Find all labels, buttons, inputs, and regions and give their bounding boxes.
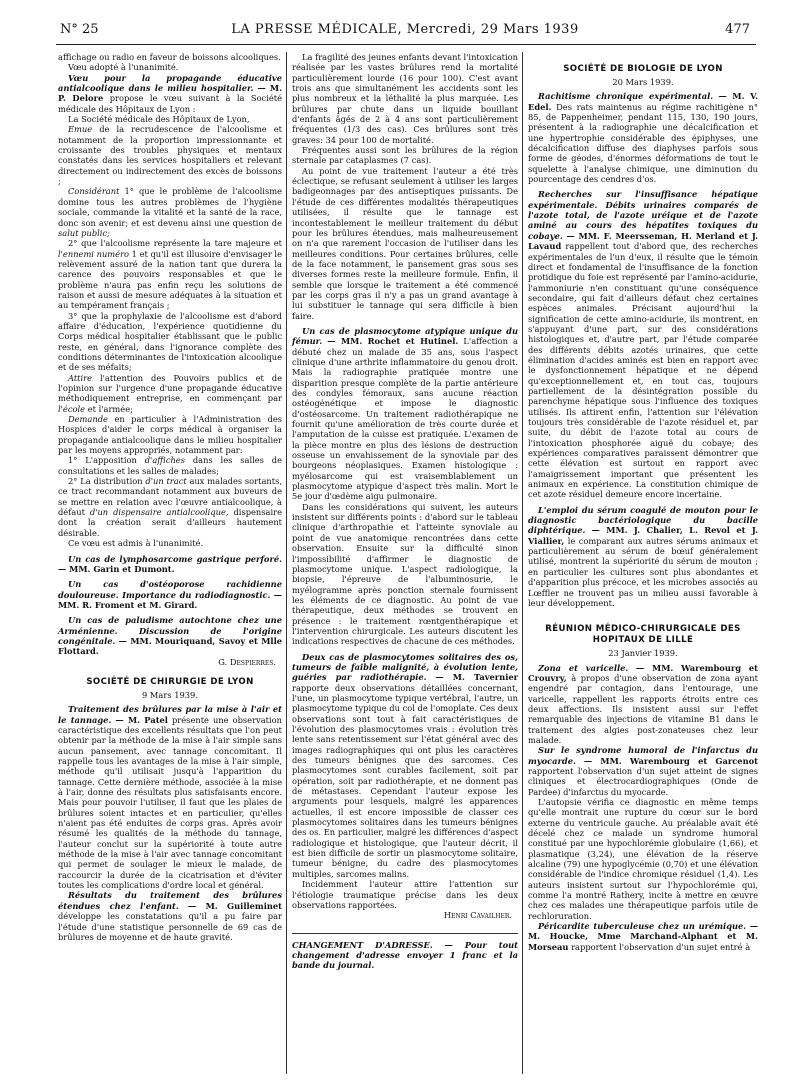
paragraph	[58, 455, 282, 476]
paragraph: Incidemment l'auteur attire l'attention sur l'étiologie traumatique précise dans les deux observations rapportées.	[292, 879, 518, 910]
text: et l'armée;	[87, 403, 133, 414]
text: 1° que le problème de l'alcoolisme domine tous les autres problèmes de l'hygiène sociale, commande la vitalité et la santé de la race, donc son avenir; et est devenu ainsi une question de	[58, 186, 282, 228]
article-text: le comparant aux autres sérums animaux et particulièrement au sérum de bœuf généralement utilisé, montrent la supériorité du sérum de mouton ; en particulier les cultures sont plus abondantes et d'apparition plus précoce, et les microbes associés au Lœffler ne trouvent pas un milieu aussi favorable à leur développement.	[528, 535, 758, 608]
article-title: Un cas de plasmocytome atypique unique du fémur.	[292, 325, 518, 347]
paragraph	[58, 124, 282, 186]
lead-word: Considérant	[68, 186, 120, 197]
communication	[58, 890, 282, 942]
article-title: Résultats du traitement des brûlures étendues chez l'enfant.	[58, 890, 282, 911]
text: dans les salles de consultations et les salles de malades;	[58, 455, 282, 476]
paragraph: La Société médicale des Hôpitaux de Lyon,	[68, 114, 250, 125]
paragraph	[58, 238, 282, 310]
article-author: — MM. Warembourg et Garcenot	[583, 755, 758, 766]
article-text: rapportent l'observation d'un sujet entré à	[571, 941, 751, 952]
paragraph	[58, 476, 282, 538]
article-author: — MM. Warembourg et Crouvry,	[528, 662, 758, 683]
page-number: 477	[725, 22, 750, 37]
communication	[58, 615, 282, 656]
section-title: SOCIÉTÉ DE BIOLOGIE DE LYON	[563, 64, 723, 74]
notice	[292, 940, 518, 971]
article-title: Un cas de paludisme autochtone chez une Arménienne. Discussion de l'origine congénitale.	[58, 615, 282, 646]
notice-box	[292, 933, 518, 971]
column-divider	[522, 52, 523, 1074]
paragraph: Au point de vue traitement l'auteur a été très éclectique, se refusant seulement à utiliser les larges badigeonnages par des antiseptiques puissants. De l'étude de ces différentes modalités thérapeutiques utilisées, il résulte que le tannage est incontestablement le meilleur traitement du début pour les brûlures étendues, mais malheureusement on n'a que rarement l'occasion de l'utiliser dans les meilleures conditions. Pour certaines brûlures, celle de la face notamment, le pansement gras sous ses diverses formes reste la meilleure formule. Enfin, il semble que lorsque le traitement a été commencé par les corps gras il n'y a pas un grand avantage à lui substituer le tannage qui sera difficile à bien faire.	[292, 165, 518, 321]
communication	[292, 326, 518, 502]
vote-paragraph	[58, 73, 282, 114]
text: 1° L'apposition	[68, 455, 137, 466]
paragraph: affichage ou radio en faveur de boissons alcooliques.	[58, 52, 281, 62]
article-text: rapportent l'observation d'un sujet atteint de signes cliniques et électrocardiographiques (Onde de Pardee) d'infarctus du myocarde.	[528, 765, 758, 797]
article-author: — MM. Garin et Dumont.	[58, 563, 175, 574]
lead-word: Attire	[68, 372, 93, 383]
text: en particulier à l'Administration des Hospices d'aider le corps médical à organiser la propagande antialcoolique dans le milieu hospitalier par les moyens appropriés, notamment par:	[58, 414, 283, 456]
text: l'école	[58, 403, 86, 414]
article-text: L'affection a débuté chez un malade de 35 ans, sous l'aspect clinique d'une arthrite inflammatoire du genou droit. Mais la radiographie pratiquée montre une disparition presque complète de la partie antérieure des condyles fémoraux, sans aucune réaction ostéogénétique et impose le diagnostic d'ostéosarcome. Un traitement radiothérapique ne fournit qu'une amélioration de très courte durée et l'amputation de la cuisse est pratiquée. L'examen de la pièce montre en plus des lésions de destruction osseuse un envahissement de la synoviale par des bourgeons néoplasiques. Examen histologique : myélosarcome qui est vraisemblablement un plasmocytome atypique d'aspect très malin. Mort le 5e jour d'œdème aigu pulmonaire.	[292, 336, 518, 502]
text: d'un tract	[145, 476, 187, 487]
text: dispensaire dont la création serait d'ailleurs hautement désirable.	[58, 507, 283, 538]
article-text: présente une observation caractéristique des excellents résultats que l'on peut obtenir par la méthode de la mise à l'air simple sans aucun pansement, avec tannage concomitant. Il rappelle tous les avantages de la mise à l'air simple, méthode qu'il utilisait jusqu'à l'apparition du tannage. Cette dernière méthode, associée à la mise à l'air, donne des résultats plus satisfaisants encore. Mais pour pouvoir l'utiliser, il faut que les plaies de brûlures soient intactes et en particulier, qu'elles n'aient pas été enduites de corps gras. Après avoir résumé les qualités de la méthode du tannage, l'auteur conclut sur la supériorité à toute autre méthode de la mise à l'air avec tannage concomitant qui permet de soulager le mieux le malade, de raccourcir la durée de la cicatrisation et d'éviter toutes les complications d'ordre local et général.	[58, 714, 283, 891]
article-author: — M. P. Delore	[58, 83, 283, 104]
communication	[292, 652, 518, 880]
article-author: — MM. R. Froment et M. Girard.	[58, 589, 282, 610]
notice-text: — Pour tout changement d'adresse envoyer 1 franc et la bande du journal.	[292, 939, 519, 971]
communication	[528, 91, 758, 184]
article-text: à propos d'une observation de zona ayant engendré par contagion, dans l'entourage, une varicelle, rappellent les rapports étroits entre ces deux affections. Ils insistent aussi sur l'effet remarquable des injections de vitamine B1 dans le traitement des algies post-zonateuses chez leur malade.	[528, 672, 758, 745]
article-author: — MM. F. Meersseman, H. Merland et J. Lavaud	[528, 230, 758, 252]
paragraph: Ce vœu est admis à l'unanimité.	[68, 538, 204, 549]
article-text: Des rats maintenus au régime rachitigène n° 85, de Pappenheimer, pendant 115, 130, 190 jours, présentent à la radiographie une décalcification et une hypertrophie considérable des épiphyses, une décalcification diffuse des diaphyses parfois sous forme de géodes, d'énormes déformations de tout le squelette à l'analyse chimique, une diminution du pourcentage des cendres d'os.	[528, 101, 758, 185]
article-title: Zona et varicelle.	[538, 662, 629, 673]
text: l'ennemi numéro	[58, 248, 130, 259]
article-author: — M. Tavernier	[435, 672, 519, 683]
text: salut public;	[58, 227, 110, 238]
article-title: Vœu pour la propagande éducative antialcoolique dans le milieu hospitalier.	[58, 72, 282, 94]
paragraph: La fragilité des jeunes enfants devant l'intoxication réalisée par les vastes brûlures rend la mortalité particulièrement lourde (16 pour 100). C'est avant trois ans que simultanément les accidents sont les plus nombreux et la léthalité la plus marquée. Les brûlures par chute dans un liquide bouillant d'enfants âgés de 2 à 4 ans sont particulièrement fréquentes (1/3 des cas). Ces brûlures sont très graves: 34 pour 100 de mortalité.	[292, 52, 518, 145]
issue-number: N° 25	[60, 22, 99, 37]
text: de la recrudescence de l'alcoolisme et notamment de la proportion impressionnante et croissante des troubles physiques et mentaux constatés dans les services hospitaliers et relevant directement ou indirectement des excès de boissons ;	[58, 124, 282, 187]
article-author: — MM. J. Chalier, L. Revol et J. Viallier,	[528, 525, 758, 546]
running-title: LA PRESSE MÉDICALE, Mercredi, 29 Mars 1939	[231, 22, 579, 37]
paragraph: Vœu adopté à l'unanimité.	[68, 62, 179, 73]
paragraph: Dans les considérations qui suivent, les auteurs insistent sur différents points : d'abord sur le tableau clinique d'arthropathie et l'atteinte synoviale au point de vue anatomique rencontrées dans cette observation. Ensuite sur la difficulté sinon l'impossibilité d'affirmer le diagnostic de plasmocytome unique. L'aspect radiologique, la biopsie, l'épreuve de l'albuminosurie, le myélogramme après ponction sternale fournissent les éléments de ce diagnostic. Au point de vue thérapeutique, deux méthodes se trouvent en présence : le traitement rœntgenthérapique et l'intervention chirurgicale. Les auteurs discutent les indications respectives de chacune de ces méthodes.	[292, 501, 518, 647]
notice-title: CHANGEMENT D'ADRESSE.	[292, 939, 433, 950]
article-title: Rachitisme chronique expérimental.	[538, 91, 714, 102]
article-title: Sur le syndrome humoral de l'infarctus du myocarde.	[528, 745, 758, 766]
section-date: 9 Mars 1939.	[142, 689, 198, 700]
article-title: Traitement des brûlures par la mise à l'air et le tannage.	[58, 704, 282, 725]
text: aux malades sortants, ce tract recommandant notamment aux buveurs de se mettre en relation avec l'œuvre antialcoolique, à défaut	[58, 476, 282, 518]
section-title: SOCIÉTÉ DE CHIRURGIE DE LYON	[86, 676, 254, 687]
text: 2° La distribution	[68, 476, 143, 487]
paragraph	[58, 414, 282, 455]
article-title: Un cas de lymphosarcome gastrique perforé.	[68, 553, 282, 564]
paragraph	[58, 186, 282, 238]
article-author: — M. Patel	[115, 714, 168, 725]
section-title: RÉUNION MÉDICO-CHIRURGICALE DES HOPITAUX DE LILLE	[545, 624, 741, 646]
communication	[58, 579, 282, 610]
column-2	[292, 52, 518, 971]
communication	[528, 663, 758, 746]
article-author: — M. V. Edel.	[528, 91, 758, 112]
section-date: 20 Mars 1939.	[612, 77, 674, 87]
article-author: — M. Houcke, Mme Marchand-Alphant et M. Morseau	[528, 921, 758, 952]
paragraph: L'autopsie vérifia ce diagnostic en même temps qu'elle montrait une rupture du cœur sur le bord externe du ventricule gauche. Au préalable avait été décelé chez ce malade un syndrome humoral constitué par une hypochlorémie globulaire (1,66), et plasmatique (3,24), une élévation de la réserve alcaline (79) une hypoglycémie (0,70) et une élévation considérable de l'indice chromique résiduel (1,4). Les auteurs insistent surtout sur l'hypochlorémie qui, comme l'a montré Rathery, incite à mettre en œuvre chez ces malades une thérapeutique parfois utile de rechloruration.	[528, 797, 758, 921]
communication	[528, 505, 758, 608]
article-author: — MM. Mouriquand, Savoy et Mlle Flottard.	[58, 635, 283, 657]
column-divider	[286, 52, 287, 1074]
communication	[528, 921, 758, 952]
signature: G. Despierres.	[218, 656, 276, 667]
article-author: — M. Guilleminet	[187, 900, 282, 911]
paragraph: Fréquentes aussi sont les brûlures de la région sternale par cataplasmes (7 cas).	[292, 145, 518, 166]
article-title: Recherches sur l'insuffisance hépatique expérimentale. Débits urinaires comparés de l'azote total, de l'azote uréique et de l'azote aminé au cours des hépatites toxiques du cobaye.	[528, 189, 758, 241]
article-text: développe les constatations qu'il a pu faire par l'étude d'une statistique personnelle de 69 cas de brûlures de moyenne et de haute gravité.	[58, 911, 282, 942]
text: 1 et qu'il est illusoire d'envisager le relèvement assuré de la nation tant que durera la carence des pouvoirs responsables et que le problème n'aura pas enfin reçu les solutions de raison et aussi de mesure adéquates à la situation et au tempérament français ;	[58, 248, 282, 311]
article-text: rapporte deux observations détaillées concernant, l'une, un plasmocytome typique vertébral, l'autre, un plasmocytome typique du col de l'omoplate. Ces deux observations sont tout à fait caractéristiques de l'évolution des plasmocytomes vrais : évolution très lente sans retentissement sur l'état général avec des images radiographiques qui ont plus les caractères des tumeurs bénignes que des sarcomes. Ces plasmocytomes sont curables facilement, soit par opération, soit par radiothérapie, et ne donnent pas de métastases. Cependant l'auteur expose les arguments pour lesquels, malgré les apparences actuelles, il est encore impossible de classer ces plasmocytomes solitaires dans les tumeurs bénignes des os. En particulier, malgré les différences d'aspect radiologique et histologique, que l'auteur décrit, il est bien difficile de sortir un plasmocytome solitaire, tumeur bénigne, du cadre des plasmocytomes multiples, sarcomes malins.	[292, 682, 519, 879]
article-text: rappellent tout d'abord que, des recherches expérimentales de l'un d'eux, il résulte que le témoin direct et fondamental de l'insuffisance de la fonction protidique du foie est représenté par l'amino-acidurie, l'ammoniurie n'en constituant qu'une conséquence secondaire, qui fait d'ailleurs défaut chez certaines espèces animales. Précisant aujourd'hui la signification de cette amino-acidurie, ils montrent, en s'appuyant d'une part, sur des considérations histologiques et, d'autre part, par l'étude comparée des différents débits azotés urinaires, que cette élimination d'acides aminés est bien en rapport avec le dysfonctionnement hépatique et ne dépend qu'exceptionnellement et, en tout cas, toujours partiellement de la désintégration possible du parenchyme hépatique sous l'influence des toxiques utilisés. Ils attirent enfin, l'attention sur l'élévation toujours très considérable de l'azote résiduel et, par suite, du débit de l'azote total au cours de l'intoxication phosphorée aiguë du cobaye; des expériences comparatives paraissent démontrer que cette élévation est surtout en rapport avec l'amaigrissement important que présentent les animaux en expérience. La constitution chimique de cet azote résiduel demeure encore incertaine.	[528, 241, 758, 500]
article-title: Deux cas de plasmocytomes solitaires des os, tumeurs de faible malignité, à évolution lente, guéries par radiothérapie.	[292, 651, 518, 683]
article-text: propose le vœu suivant à la Société médicale des Hôpitaux de Lyon :	[58, 93, 283, 114]
signature: Henri Cavailher.	[443, 910, 512, 921]
page-header	[60, 22, 750, 44]
article-title: L'emploi du sérum coagulé de mouton pour le diagnostic bactériologique du bacille diphtérique.	[528, 504, 758, 536]
section-date: 23 Janvier 1939.	[608, 648, 678, 659]
text: d'affiches	[144, 455, 185, 466]
text: d'un dispensaire antialcoolique,	[89, 507, 229, 518]
article-title: Péricardite tuberculeuse chez un urémique.	[538, 921, 747, 932]
article-title: Un cas d'ostéoporose rachidienne douloureuse. Importance du radiodiagnostic.	[58, 579, 282, 600]
paragraph: 3° que la prophylaxie de l'alcoolisme est d'abord affaire d'éducation, l'expérience quotidienne du Corps médical hospitalier établissant que le public reste, en général, dans l'ignorance complète des conditions déterminantes de l'intoxication alcoolique et de ses méfaits;	[58, 310, 282, 373]
paragraph	[58, 373, 282, 414]
communication	[58, 554, 282, 575]
communication	[528, 189, 758, 499]
column-1	[58, 52, 282, 942]
header-rule	[56, 44, 756, 45]
article-author: — MM. Rochet et Hutinel.	[327, 336, 459, 347]
text: 2° que l'alcoolisme représente la tare majeure et	[68, 238, 282, 249]
lead-word: Demande	[68, 414, 108, 425]
column-3	[528, 52, 758, 952]
lead-word: Emue	[68, 124, 93, 135]
communication	[58, 704, 282, 890]
text: l'attention des Pouvoirs publics et de l'opinion sur l'urgence d'une propagande éducative méthodiquement entreprise, en commençant par	[58, 372, 282, 404]
communication	[528, 745, 758, 797]
